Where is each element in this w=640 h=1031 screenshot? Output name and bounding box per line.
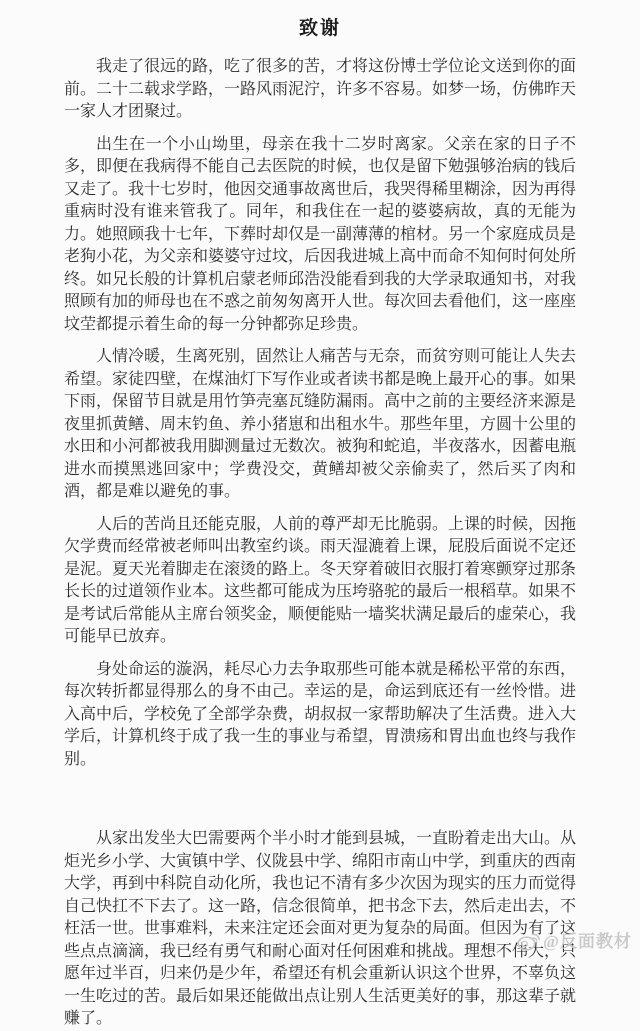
paragraph: 身处命运的漩涡，耗尽心力去争取那些可能本就是稀松平常的东西，每次转折都显得那么的身不由己。幸运的是，命运到底还有一丝怜惜。进入高中后，学校免了全部学杂费，胡叔叔一家帮助解决了生活费。进入大学后，计算机终于成了我一生的事业与希望，胃溃疡和胃出血也终与我作别。	[64, 660, 577, 768]
paragraph: 我走了很远的路，吃了很多的苦，才将这份博士学位论文送到你的面前。二十二载求学路，一路风雨泥泞，许多不容易。如梦一场，仿佛昨天一家人才团聚过。	[64, 58, 577, 120]
paragraph: 人情冷暖，生离死别，固然让人痛苦与无奈，而贫穷则可能让人失去希望。家徒四壁，在煤油灯下写作业或者读书都是晚上最开心的事。如果下雨，保留节目就是用竹笋壳塞瓦缝防漏雨。高中之前的主要经济来源是夜里抓黄鳝、周末钓鱼、养小猪崽和出租水牛。那些年里，方圆十公里的水田和小河都被我用脚测量过无数次。被狗和蛇追，半夜落水，因蓄电瓶进水而摸黑逃回家中；学费没交，黄鳝却被父亲偷卖了，然后买了肉和酒，都是难以避免的事。	[64, 348, 577, 500]
watermark	[516, 927, 632, 952]
paragraph: 人后的苦尚且还能克服，人前的尊严却无比脆弱。上课的时候，因拖欠学费而经常被老师叫出教室约谈。雨天湿漉着上课，屁股后面说不定还是泥。夏天光着脚走在滚烫的路上。冬天穿着破旧衣服打着寒颤穿过那条长长的过道领作业本。这些都可能成为压垮骆驼的最后一根稻草。如果不是考试后常能从主席台领奖金，顺便能贴一墙奖状满足最后的虚荣心，我可能早已放弃。	[64, 515, 577, 645]
weibo-icon	[516, 928, 542, 952]
page-title: 致谢	[298, 18, 341, 39]
paragraph: 从家出发坐大巴需要两个半小时才能到县城，一直盼着走出大山。从炬光乡小学、大寅镇中学、仪陇县中学、绵阳市南山中学，到重庆的西南大学，再到中科院自动化所，我也记不清有多少次因为现实的压力而觉得自己快扛不下去了。这一路，信念很简单，把书念下去，然后走出去，不枉活一世。世事难料，未来注定还会面对更为复杂的局面。但因为有了这些点点滴滴，我已经有勇气和耐心面对任何困难和挑战。理想不伟大，只愿年过半百，归来仍是少年，希望还有机会重新认识这个世界，不辜负这一生吃过的苦。最后如果还能做出点让别人生活更美好的事，那这辈子就赚了。	[64, 830, 577, 1027]
paragraph: 出生在一个小山坳里，母亲在我十二岁时离家。父亲在家的日子不多，即便在我病得不能自己去医院的时候，也仅是留下勉强够治病的钱后又走了。我十七岁时，他因交通事故离世后，我哭得稀里糊涂，因为再得重病时没有谁来管我了。同年，和我住在一起的婆婆病故，真的无能为力。她照顾我十七年，下葬时却仅是一副薄薄的棺材。另一个家庭成员是老狗小花，为父亲和婆婆守过坟，后因我进城上高中而命不知何时何处所终。如兄长般的计算机启蒙老师邱浩没能看到我的大学录取通知书，对我照顾有加的师母也在不惑之前匆匆离开人世。每次回去看他们，这一座座坟茔都提示着生命的每一分钟都弥足珍贵。	[64, 135, 577, 333]
watermark-handle: @反面教材	[543, 932, 632, 951]
